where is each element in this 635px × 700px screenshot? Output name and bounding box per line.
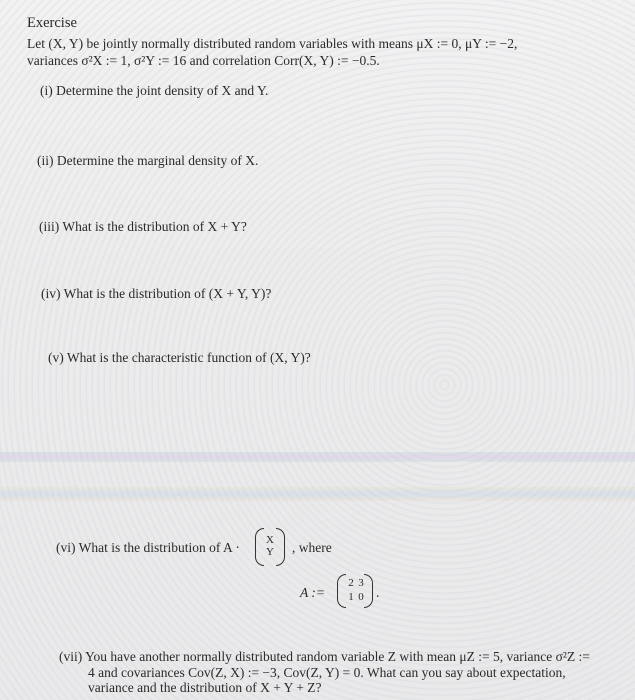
vector-entry: X (266, 534, 274, 546)
question-4: (iv) What is the distribution of (X + Y, Y)? (41, 286, 272, 301)
question-7-line-1: (vii) You have another normally distributed random variable Z with mean μZ := 5, variance σ²Z := (59, 649, 590, 664)
matrix-a (337, 574, 373, 608)
matrix-cell: 2 (348, 577, 354, 589)
moire-band (0, 487, 635, 501)
matrix-cell: 3 (358, 577, 364, 589)
question-3: (iii) What is the distribution of X + Y? (39, 219, 247, 234)
intro-line-2: variances σ²X := 1, σ²Y := 16 and correlation Corr(X, Y) := −0.5. (27, 53, 380, 68)
question-7-line-3: variance and the distribution of X + Y + Z? (88, 680, 322, 695)
right-paren (276, 528, 285, 566)
right-paren (364, 574, 373, 608)
matrix-cell: 1 (348, 591, 354, 603)
matrix-end: . (376, 585, 380, 600)
question-7-line-2: 4 and covariances Cov(Z, X) := −3, Cov(Z, Y) = 0. What can you say about expectation, (88, 665, 566, 680)
vector-xy (255, 528, 285, 564)
question-6-suffix: , where (292, 540, 332, 555)
question-6-prefix: (vi) What is the distribution of A · (56, 540, 240, 555)
vector-entry: Y (266, 546, 274, 558)
question-5: (v) What is the characteristic function of (X, Y)? (48, 350, 311, 365)
exercise-title: Exercise (27, 15, 77, 31)
question-2: (ii) Determine the marginal density of X. (37, 153, 259, 168)
moire-band (0, 452, 635, 462)
intro-line-1: Let (X, Y) be jointly normally distributed random variables with means μX := 0, μY := −2, (27, 36, 518, 51)
question-1: (i) Determine the joint density of X and Y. (40, 83, 269, 98)
left-paren (255, 528, 264, 566)
matrix-cell: 0 (358, 591, 364, 603)
matrix-label: A := (300, 585, 325, 600)
